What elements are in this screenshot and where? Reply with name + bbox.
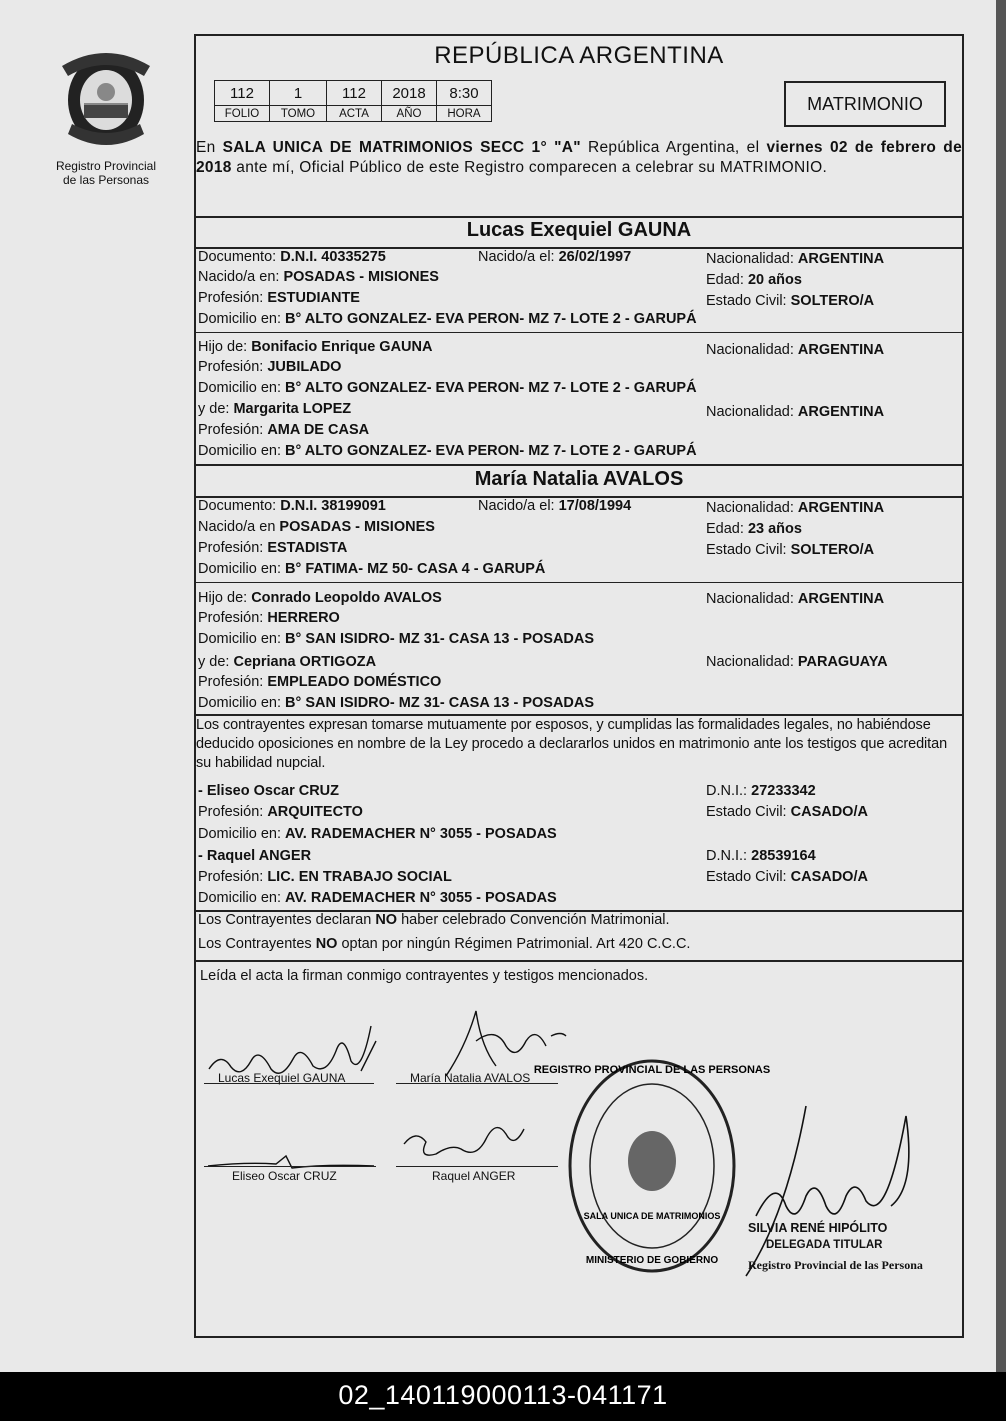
value: B° SAN ISIDRO- MZ 31- CASA 13 - POSADAS	[285, 631, 595, 647]
label: Nacionalidad:	[706, 404, 794, 420]
value: B° ALTO GONZALEZ- EVA PERON- MZ 7- LOTE 2 - GARUPÁ	[285, 311, 697, 327]
text: optan por ningún Régimen Patrimonial. Art 420 C.C.C.	[337, 936, 691, 952]
label: Profesión:	[198, 422, 264, 438]
label: Profesión:	[198, 804, 264, 820]
label: Nacido/a en	[198, 519, 276, 535]
spouse2-name: María Natalia AVALOS	[474, 468, 684, 490]
spouse2-mother-address	[198, 695, 594, 711]
value: D.N.I. 38199091	[280, 498, 386, 514]
label: Domicilio en:	[198, 311, 281, 327]
spouse2-mother-nationality	[706, 654, 888, 670]
label: D.N.I.:	[706, 783, 748, 799]
spouse2-father-address	[198, 631, 594, 647]
label: Nacionalidad:	[706, 251, 794, 267]
value: ARGENTINA	[797, 500, 885, 516]
witness1-address	[198, 826, 557, 842]
witness1-dni	[706, 783, 816, 799]
label: D.N.I.:	[706, 848, 748, 864]
text: haber celebrado Convención Matrimonial.	[397, 912, 670, 928]
label: Domicilio en:	[198, 380, 281, 396]
regime-statement	[198, 936, 690, 952]
scan-edge	[996, 0, 1006, 1372]
spouse2-nationality	[706, 500, 884, 516]
divider	[196, 464, 962, 466]
convention-statement	[198, 912, 670, 928]
value: B° SAN ISIDRO- MZ 31- CASA 13 - POSADAS	[285, 695, 595, 711]
spouse1-father-address	[198, 380, 697, 396]
label: Hijo de:	[198, 339, 248, 355]
office-name: SALA UNICA DE MATRIMONIOS SECC 1° "A"	[222, 139, 581, 156]
label: Hijo de:	[198, 590, 248, 606]
label: Nacionalidad:	[706, 654, 794, 670]
value: 27233342	[751, 783, 816, 799]
value: ARGENTINA	[797, 342, 885, 358]
value: AV. RADEMACHER N° 3055 - POSADAS	[285, 890, 557, 906]
spouse2-mother-profession	[198, 674, 441, 690]
spouse1-civil-status	[706, 293, 874, 309]
value: 17/08/1994	[558, 498, 632, 514]
value: POSADAS - MISIONES	[283, 269, 439, 285]
marriage-certificate	[194, 34, 964, 1338]
value: B° ALTO GONZALEZ- EVA PERON- MZ 7- LOTE 2 - GARUPÁ	[285, 443, 697, 459]
agency-logo	[50, 46, 162, 187]
spouse1-name: Lucas Exequiel GAUNA	[466, 219, 692, 241]
spouse2-address	[198, 561, 545, 577]
divider	[196, 332, 962, 333]
value: POSADAS - MISIONES	[279, 519, 435, 535]
spouse2-profession	[198, 540, 347, 556]
witness1-profession	[198, 804, 363, 820]
declaration-text: Los contrayentes expresan tomarse mutuamente por esposos, y cumplidas las formalidades legales, no habiéndose deducido oposiciones en nombre de la Ley procedo a declararlos unidos en matrimonio ante los testigos que acreditan su habilidad nupcial.	[196, 717, 948, 771]
label: Profesión:	[198, 540, 264, 556]
registry-table	[214, 80, 492, 122]
folio-label: FOLIO	[215, 106, 270, 122]
spouse1-nationality	[706, 251, 884, 267]
label: Nacido/a el:	[478, 249, 555, 265]
label: Documento:	[198, 249, 277, 265]
signature-line	[396, 1166, 558, 1167]
label: Domicilio en:	[198, 561, 281, 577]
ceremony-date: viernes 02 de febrero de 2018	[196, 139, 962, 176]
spouse1-address	[198, 311, 697, 327]
acta-value: 112	[327, 81, 382, 106]
spouse1-father-nationality	[706, 342, 884, 358]
stamp-ring-text: REGISTRO PROVINCIAL DE LAS PERSONAS	[533, 1064, 771, 1076]
label: Profesión:	[198, 359, 264, 375]
agency-caption-2: de las Personas	[62, 173, 150, 187]
witness2-dni	[706, 848, 816, 864]
value: - Eliseo Oscar CRUZ	[198, 783, 340, 799]
spouse1-profession	[198, 290, 360, 306]
signature-line	[204, 1166, 376, 1167]
spouse2-birthplace	[198, 519, 435, 535]
spouse1-document	[198, 249, 386, 265]
spouse1-mother-nationality	[706, 404, 884, 420]
officer-office: Registro Provincial de las Persona	[748, 1258, 923, 1272]
witness2-civil-status	[706, 869, 868, 885]
signature-label-witness2: Raquel ANGER	[432, 1169, 516, 1183]
label: Estado Civil:	[706, 804, 787, 820]
value: CASADO/A	[790, 804, 868, 820]
value: ESTADISTA	[267, 540, 348, 556]
label: Profesión:	[198, 610, 264, 626]
folio-value: 112	[215, 81, 270, 106]
spouse1-birthplace	[198, 269, 439, 285]
label: y de:	[198, 654, 230, 670]
spouse1-birthdate	[478, 249, 631, 265]
value: 23 años	[747, 521, 802, 537]
text: NO	[375, 912, 398, 928]
spouse2-mother	[198, 654, 376, 670]
spouse1-mother-address	[198, 443, 697, 459]
value: ARGENTINA	[797, 404, 885, 420]
value: 28539164	[751, 848, 816, 864]
value: EMPLEADO DOMÉSTICO	[267, 674, 442, 690]
value: AV. RADEMACHER N° 3055 - POSADAS	[285, 826, 557, 842]
official-stamp-icon	[533, 1051, 771, 1281]
text: Los Contrayentes	[198, 936, 316, 952]
value: Bonifacio Enrique GAUNA	[251, 339, 433, 355]
value: CASADO/A	[790, 869, 868, 885]
intro-paragraph	[196, 138, 962, 178]
value: Conrado Leopoldo AVALOS	[251, 590, 442, 606]
spouse1-father	[198, 339, 432, 355]
divider	[196, 582, 962, 583]
document-code: 02_140119000113-041171	[0, 1372, 1006, 1421]
agency-caption-1: Registro Provincial	[55, 159, 157, 173]
divider	[196, 216, 962, 218]
value: LIC. EN TRABAJO SOCIAL	[267, 869, 452, 885]
spouse1-age	[706, 272, 802, 288]
label: Documento:	[198, 498, 277, 514]
value: B° ALTO GONZALEZ- EVA PERON- MZ 7- LOTE 2 - GARUPÁ	[285, 380, 697, 396]
spouse2-father	[198, 590, 442, 606]
label: Estado Civil:	[706, 293, 787, 309]
signature-label-witness1: Eliseo Oscar CRUZ	[232, 1169, 337, 1183]
witness2-address	[198, 890, 557, 906]
value: AMA DE CASA	[267, 422, 370, 438]
signature-label-spouse1: Lucas Exequiel GAUNA	[218, 1071, 346, 1085]
witness1-name	[198, 783, 339, 799]
divider	[196, 960, 962, 962]
tomo-value: 1	[270, 81, 327, 106]
stamp-ring-text-2: MINISTERIO DE GOBIERNO	[585, 1255, 719, 1266]
label: Profesión:	[198, 674, 264, 690]
spouse2-father-nationality	[706, 591, 884, 607]
label: Nacionalidad:	[706, 342, 794, 358]
label: Domicilio en:	[198, 631, 281, 647]
intro-text: En	[196, 139, 223, 156]
value: PARAGUAYA	[797, 654, 888, 670]
value: SOLTERO/A	[790, 293, 875, 309]
value: 26/02/1997	[558, 249, 632, 265]
label: Edad:	[706, 521, 744, 537]
label: Profesión:	[198, 290, 264, 306]
text: Los Contrayentes declaran	[198, 912, 376, 928]
value: ARGENTINA	[797, 251, 885, 267]
value: 20 años	[747, 272, 802, 288]
label: Estado Civil:	[706, 869, 787, 885]
value: JUBILADO	[267, 359, 342, 375]
witness2-name	[198, 848, 311, 864]
label: Nacido/a el:	[478, 498, 555, 514]
year-value: 2018	[382, 81, 437, 106]
label: Domicilio en:	[198, 826, 281, 842]
label: Domicilio en:	[198, 695, 281, 711]
label: Nacionalidad:	[706, 500, 794, 516]
value: HERRERO	[267, 610, 340, 626]
spouse2-age	[706, 521, 802, 537]
intro-text: ante mí, Oficial Público de este Registro comparecen a celebrar su MATRIMONIO.	[231, 159, 828, 176]
witness2-profession	[198, 869, 452, 885]
value: Cepriana ORTIGOZA	[233, 654, 377, 670]
officer-name: SILVIA RENÉ HIPÓLITO	[748, 1221, 888, 1235]
label: Domicilio en:	[198, 890, 281, 906]
hour-label: HORA	[437, 106, 492, 122]
signature-label-spouse2: María Natalia AVALOS	[410, 1071, 531, 1085]
value: ESTUDIANTE	[267, 290, 360, 306]
stamp-inner-text: SALA UNICA DE MATRIMONIOS	[583, 1211, 721, 1221]
value: ARQUITECTO	[267, 804, 363, 820]
witness1-civil-status	[706, 804, 868, 820]
value: ARGENTINA	[797, 591, 885, 607]
label: Nacido/a en:	[198, 269, 280, 285]
spouse2-birthdate	[478, 498, 631, 514]
tomo-label: TOMO	[270, 106, 327, 122]
text: NO	[315, 936, 338, 952]
intro-text: República Argentina, el	[580, 139, 767, 156]
provincia-misiones-shield-icon	[54, 46, 158, 150]
spouse2-civil-status	[706, 542, 874, 558]
country-title: REPÚBLICA ARGENTINA	[434, 42, 724, 69]
spouse1-mother	[198, 401, 351, 417]
value: D.N.I. 40335275	[280, 249, 386, 265]
value: SOLTERO/A	[790, 542, 875, 558]
label: Edad:	[706, 272, 744, 288]
label: Estado Civil:	[706, 542, 787, 558]
signature-raquel	[396, 1114, 536, 1174]
value: - Raquel ANGER	[198, 848, 312, 864]
value: B° FATIMA- MZ 50- CASA 4 - GARUPÁ	[285, 561, 546, 577]
hour-value: 8:30	[437, 81, 492, 106]
closing-text: Leída el acta la firman conmigo contrayentes y testigos mencionados.	[200, 968, 649, 984]
year-label: AÑO	[382, 106, 437, 122]
label: y de:	[198, 401, 230, 417]
label: Nacionalidad:	[706, 591, 794, 607]
spouse2-document	[198, 498, 386, 514]
acta-label: ACTA	[327, 106, 382, 122]
label: Profesión:	[198, 869, 264, 885]
officer-title: DELEGADA TITULAR	[766, 1239, 883, 1251]
spouse2-father-profession	[198, 610, 340, 626]
act-type-box: MATRIMONIO	[784, 81, 946, 127]
value: Margarita LOPEZ	[233, 401, 352, 417]
spouse1-father-profession	[198, 359, 341, 375]
label: Domicilio en:	[198, 443, 281, 459]
spouse1-mother-profession	[198, 422, 369, 438]
